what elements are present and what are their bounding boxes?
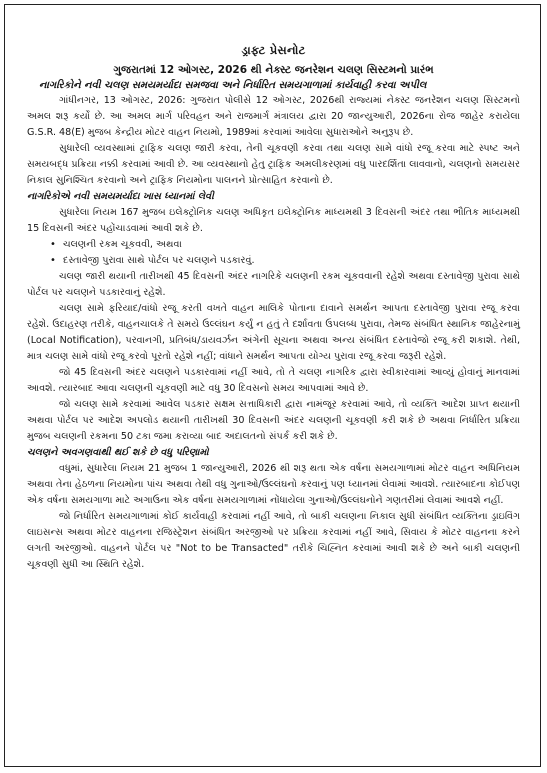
list-item — [50, 253, 520, 269]
headline: ગુજરાતમાં 12 ઓગસ્ટ, 2026 થી નેક્સ્ટ જનરેશન ચલણ સિસ્ટમનો પ્રારંભ — [113, 64, 434, 76]
evidence-paragraph: ચલણ સામે ફરિયાદ/વાંધો રજૂ કરતી વખતે વાહન માલિકે પોતાના દાવાને સમર્થન આપતા દસ્તાવેજી પુરાવા રજૂ કરવા રહેશે. ઉદાહરણ તરીકે, વાહનચાલકે તે સમયે ઉલ્લંઘન કર્યું ન હતું તે દર્શાવતા ઉપલબ્ધ પુરાવા, તેમજ સંબંધિત સ્થાનિક જાહેરનામું (Local Notification), પરવાનગી, પ્રતિબંધ/ડાયવર્ઝન અંગેની સૂચના અથવા અન્ય સંબંધિત દસ્તાવેજો રજૂ કરી શકાશે. તેથી, માત્ર ચલણ સામે વાંધો રજૂ કરવો પૂરતો રહેશે નહીં; વાંધાને સમર્થન આપતા યોગ્ય પુરાવા રજૂ કરવા જરૂરી રહેશે. — [27, 303, 520, 362]
intro-paragraph-2: સુધારેલી વ્યવસ્થામાં ટ્રાફિક ચલણ જારી કરવા, તેની ચૂકવણી કરવા તથા ચલણ સામે વાંધો રજૂ કરવા માટે સ્પષ્ટ અને સમયબદ્ધ પ્રક્રિયા નક્કી કરવામાં આવી છે. આ વ્યવસ્થાનો હેતુ ટ્રાફિક અમલીકરણમાં વધુ પારદર્શિતા લાવવાનો, ચલણનો સમયસર નિકાલ સુનિશ્ચિત કરવાનો અને ટ્રાફિક નિયમોના પાલનને પ્રોત્સાહિત કરવાનો છે. — [27, 143, 520, 186]
deemed-acceptance-paragraph: જો 45 દિવસની અંદર ચલણને પડકારવામાં નહીં આવે, તો તે ચલણ નાગરિક દ્વારા સ્વીકારવામાં આવ્યું હોવાનું માનવામાં આવશે. ત્યારબાદ આવા ચલણની ચૂકવણી માટે વધુ 30 દિવસનો સમય આપવામાં આવે છે. — [27, 367, 520, 394]
document-title: ડ્રાફ્ટ પ્રેસનોટ — [241, 43, 306, 57]
section-heading-deadlines: નાગરિકોએ નવી સમયમર્યાદા ખાસ ધ્યાનમાં લેવી — [27, 191, 214, 202]
bullet-icon: • — [50, 255, 56, 266]
press-note-page — [4, 4, 541, 767]
options-list — [27, 237, 520, 269]
subheadline: નાગરિકોને નવી ચલણ સમયમર્યાદા સમજવા અને નિર્ધારિત સમયગાળામાં કાર્યવાહી કરવા અપીલ — [39, 80, 427, 91]
list-item-text: દસ્તાવેજી પુરાવા સાથે પોર્ટલ પર ચલણને પડકારવું. — [63, 255, 255, 266]
rejection-paragraph: જો ચલણ સામે કરવામાં આવેલ પડકાર સક્ષમ સત્તાધિકારી દ્વારા નામંજૂર કરવામાં આવે, તો વ્યક્તિ આદેશ પ્રાપ્ત થયાની અથવા પોર્ટલ પર આદેશ અપલોડ થયાની તારીખથી 30 દિવસની અંદર ચલણની ચૂકવણી કરી શકે છે અથવા નિર્ધારિત પ્રક્રિયા મુજબ ચલણની રકમના 50 ટકા જમા કરાવ્યા બાદ અદાલતનો સંપર્ક કરી શકે છે. — [27, 399, 520, 442]
intro-paragraph-1: ગાંધીનગર, 13 ઓગસ્ટ, 2026: ગુજરાત પોલીસે 12 ઓગસ્ટ, 2026થી રાજ્યમાં નેક્સ્ટ જનરેશન ચલણ સિસ્ટમનો અમલ શરૂ કર્યો છે. આ અમલ માર્ગ પરિવહન અને રાજમાર્ગ મંત્રાલય દ્વારા 20 જાન્યુઆરી, 2026ના રોજ જાહેર કરાયેલા G.S.R. 48(E) મુજબ કેન્દ્રીય મોટર વાહન નિયમો, 1989માં કરવામાં આવેલા સુધારાઓને અનુરૂપ છે. — [27, 95, 520, 138]
section-heading-consequences: ચલણને અવગણવાથી થઈ શકે છે વધુ પરિણામો — [27, 447, 209, 458]
rule-21-paragraph: વધુમાં, સુધારેલા નિયમ 21 મુજબ 1 જાન્યુઆરી, 2026 થી શરૂ થતા એક વર્ષના સમયગાળામાં મોટર વાહન અધિનિયમ અથવા તેના હેઠળના નિયમોના પાંચ અથવા તેથી વધુ ગુનાઓ/ઉલ્લંઘનો કરવાનું પણ ધ્યાનમાં લેવામાં આવશે. ત્યારબાદના કોઈપણ એક વર્ષના સમયગાળા માટે અગાઉના એક વર્ષના સમયગાળામાં નોંધાયેલા ગુનાઓ/ઉલ્લંઘનોને ગણતરીમાં લેવામાં આવશે નહીં. — [27, 463, 520, 506]
rule-167-paragraph: સુધારેલા નિયમ 167 મુજબ ઇલેક્ટ્રોનિક ચલણ અધિકૃત ઇલેક્ટ્રોનિક માધ્યમથી 3 દિવસની અંદર તથા ભૌતિક માધ્યમથી 15 દિવસની અંદર પહોંચાડવામાં આવી શકે છે. — [27, 207, 520, 234]
deadline-45-days-paragraph: ચલણ જારી થયાની તારીખથી 45 દિવસની અંદર નાગરિકે ચલણની રકમ ચૂકવવાની રહેશે અથવા દસ્તાવેજી પુરાવા સાથે પોર્ટલ પર ચલણને પડકારવાનું રહેશે. — [27, 271, 520, 298]
list-item — [50, 237, 520, 253]
bullet-icon: • — [50, 239, 56, 250]
list-item-text: ચલણની રકમ ચૂકવવી, અથવા — [63, 239, 182, 250]
not-to-be-transacted-paragraph: જો નિર્ધારિત સમયગાળામાં કોઈ કાર્યવાહી કરવામાં નહીં આવે, તો બાકી ચલણના નિકાલ સુધી સંબંધિત વ્યક્તિના ડ્રાઇવિંગ લાઇસન્સ અથવા મોટર વાહનના રજિસ્ટ્રેશન સંબંધિત અરજીઓ પર પ્રક્રિયા કરવામાં નહીં આવે, સિવાય કે મોટર વાહનના કરને લગતી અરજીઓ. વાહનને પોર્ટલ પર "Not to be Transacted" તરીકે ચિહ્નિત કરવામાં આવી શકે છે અને બાકી ચલણની ચૂકવણી સુધી આ સ્થિતિ રહેશે. — [27, 511, 520, 570]
